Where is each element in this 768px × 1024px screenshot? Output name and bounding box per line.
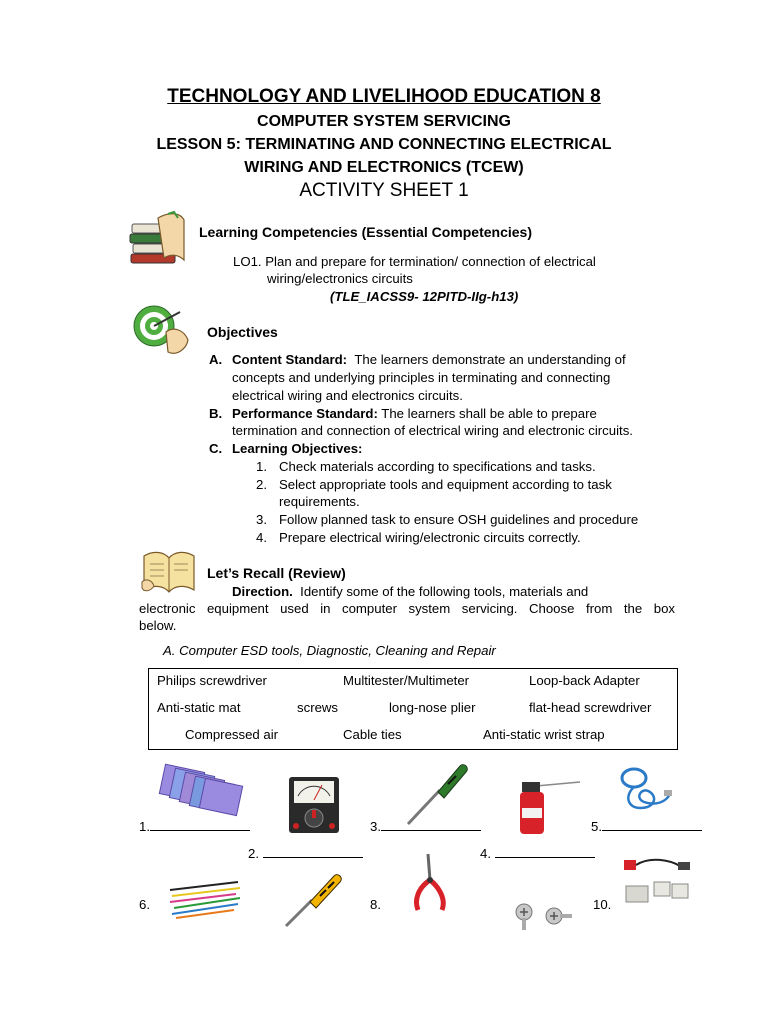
- choice-anti-static-mat: Anti-static mat: [157, 700, 241, 715]
- flat-head-screwdriver-image: [282, 870, 346, 930]
- screws-image: [510, 900, 574, 934]
- target-icon: [130, 304, 192, 358]
- objective-item: Follow planned task to ensure OSH guidelines and procedure: [279, 512, 639, 527]
- loopback-adapter-image: [620, 856, 692, 916]
- objective-a-line3: electrical wiring and electronics circuits.: [232, 388, 463, 403]
- direction-label: Direction.: [232, 584, 293, 599]
- objective-a-line1: [232, 351, 626, 369]
- lo1-line2: wiring/electronics circuits: [267, 271, 413, 286]
- lesson-title-line1: LESSON 5: TERMINATING AND CONNECTING ELECTRICAL: [156, 136, 612, 153]
- cable-ties-image: [168, 876, 242, 920]
- answer-2: [248, 845, 363, 861]
- objective-item: Prepare electrical wiring/electronic circuits correctly.: [279, 530, 581, 545]
- document-title: TECHNOLOGY AND LIVELIHOOD EDUCATION 8: [167, 86, 601, 107]
- anti-static-mat-image: [160, 764, 246, 818]
- recall-heading: Let’s Recall (Review): [207, 565, 346, 581]
- answer-number: 1.: [139, 819, 150, 834]
- answer-4: [480, 845, 595, 861]
- lesson-title-line2: WIRING AND ELECTRONICS (TCEW): [244, 159, 524, 176]
- answer-blank[interactable]: [381, 818, 481, 831]
- competencies-heading: Learning Competencies (Essential Competencies): [199, 224, 532, 240]
- content-standard-label: Content Standard:: [232, 352, 348, 367]
- objective-item: Check materials according to specifications and tasks.: [279, 459, 596, 474]
- choice-long-nose-plier: long-nose plier: [389, 700, 476, 715]
- objective-item: Select appropriate tools and equipment according to task: [279, 477, 612, 492]
- answer-3: [370, 818, 481, 834]
- objective-b-line1: [232, 405, 597, 423]
- answer-blank[interactable]: [602, 818, 702, 831]
- choice-screws: screws: [297, 700, 339, 715]
- choice-loopback-adapter: Loop-back Adapter: [529, 673, 640, 688]
- choice-cable-ties: Cable ties: [343, 727, 402, 742]
- recall-subheading: A. Computer ESD tools, Diagnostic, Cleaning and Repair: [163, 643, 496, 658]
- activity-sheet-title: ACTIVITY SHEET 1: [299, 180, 469, 201]
- choice-multitester: Multitester/Multimeter: [343, 673, 470, 688]
- performance-standard-text: The learners shall be able to prepare: [381, 406, 597, 421]
- answer-5: [591, 818, 702, 834]
- objective-b-letter: B.: [209, 406, 223, 421]
- choice-philips-screwdriver: Philips screwdriver: [157, 673, 267, 688]
- answer-number: 2.: [248, 846, 259, 861]
- direction-line1: [232, 583, 588, 601]
- books-icon: [128, 210, 188, 268]
- learning-objectives-label: Learning Objectives:: [232, 441, 363, 456]
- compressed-air-image: [512, 778, 582, 836]
- content-standard-text: The learners demonstrate an understanding of: [354, 352, 626, 367]
- objective-b-line2: termination and connection of electrical wiring and electronic circuits.: [232, 423, 633, 438]
- answer-number: 5.: [591, 819, 602, 834]
- wrist-strap-image: [614, 762, 674, 818]
- objective-item-num: 2.: [256, 477, 267, 492]
- objective-c-letter: C.: [209, 441, 223, 456]
- performance-standard-label: Performance Standard:: [232, 406, 378, 421]
- subject-title: COMPUTER SYSTEM SERVICING: [257, 113, 511, 130]
- objective-item-num: 3.: [256, 512, 267, 527]
- lo1-line1: LO1. Plan and prepare for termination/ connection of electrical: [233, 254, 596, 269]
- open-book-icon: [140, 548, 198, 596]
- choices-box: [148, 668, 678, 750]
- answer-1: [139, 818, 250, 834]
- answer-blank[interactable]: [495, 845, 595, 858]
- long-nose-plier-image: [408, 850, 452, 912]
- answer-number: 3.: [370, 819, 381, 834]
- multimeter-image: [288, 776, 340, 834]
- answer-number: 4.: [480, 846, 491, 861]
- objective-item-cont: requirements.: [279, 494, 360, 509]
- objective-item-num: 1.: [256, 459, 267, 474]
- choice-compressed-air: Compressed air: [185, 727, 279, 742]
- answer-blank[interactable]: [150, 818, 250, 831]
- objective-item-num: 4.: [256, 530, 267, 545]
- choice-wrist-strap: Anti-static wrist strap: [483, 727, 605, 742]
- objective-a-line2: concepts and underlying principles in terminating and connecting: [232, 370, 611, 385]
- choice-flat-head-screwdriver: flat-head screwdriver: [529, 700, 652, 715]
- answer-blank[interactable]: [263, 845, 363, 858]
- direction-line3: below.: [139, 618, 177, 633]
- answer-8-number: 8.: [370, 897, 381, 912]
- objective-a-letter: A.: [209, 352, 223, 367]
- direction-line2: electronic equipment used in computer system servicing. Choose from the box: [139, 601, 675, 616]
- objectives-heading: Objectives: [207, 324, 278, 340]
- competency-code: (TLE_IACSS9- 12PITD-IIg-h13): [330, 289, 519, 304]
- direction-text: Identify some of the following tools, materials and: [300, 584, 589, 599]
- answer-6-number: 6.: [139, 897, 150, 912]
- answer-10-number: 10.: [593, 897, 612, 912]
